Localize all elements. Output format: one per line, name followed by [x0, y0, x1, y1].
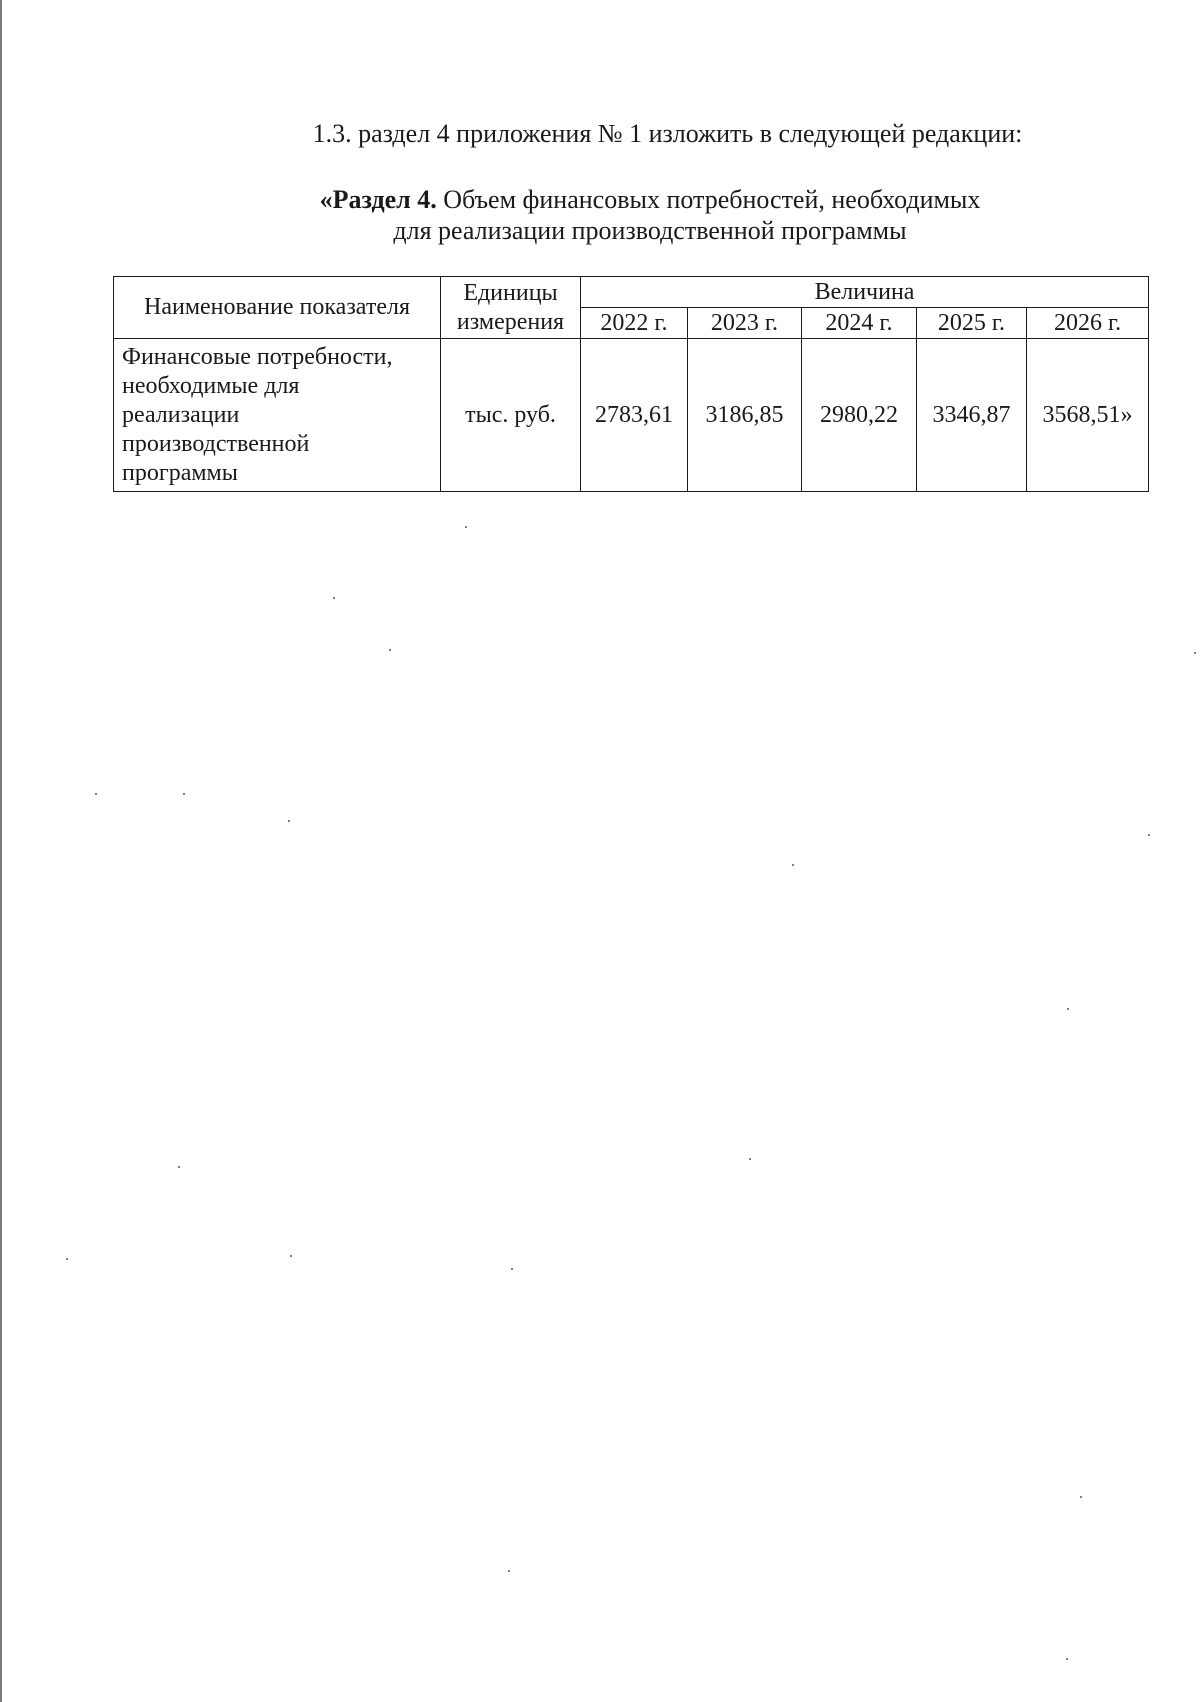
scan-speck: [288, 820, 290, 822]
financial-needs-table: [113, 276, 1149, 492]
row-unit: тыс. руб.: [441, 339, 581, 492]
table-header-row: [114, 277, 1149, 308]
row-name-line: необходимые для: [122, 372, 300, 399]
section-heading-title-line2: для реализации производственной программы: [393, 216, 907, 245]
intro-paragraph: 1.3. раздел 4 приложения № 1 изложить в следующей редакции:: [312, 119, 1023, 148]
header-unit-line2: измерения: [456, 308, 565, 335]
row-indicator-name: [114, 339, 441, 492]
scan-speck: [290, 1255, 292, 1257]
row-value-2023: 3186,85: [688, 339, 802, 492]
row-value-2026: 3568,51»: [1027, 339, 1149, 492]
scan-speck: [511, 1268, 513, 1270]
page-edge: [0, 0, 2, 1702]
table-row: [114, 339, 1149, 492]
scan-speck: [1194, 652, 1196, 654]
row-value-2022: 2783,61: [581, 339, 688, 492]
header-year-2025: 2025 г.: [917, 308, 1027, 339]
row-value-2024: 2980,22: [802, 339, 917, 492]
scan-speck: [792, 864, 794, 866]
header-year-2024: 2024 г.: [802, 308, 917, 339]
header-unit: [441, 277, 581, 339]
header-value: Величина: [581, 277, 1149, 308]
scan-speck: [1067, 1008, 1069, 1010]
scan-speck: [465, 526, 467, 528]
scan-speck: [333, 597, 335, 599]
scan-speck: [508, 1570, 510, 1572]
scan-speck: [66, 1258, 68, 1260]
header-year-2026: 2026 г.: [1027, 308, 1149, 339]
row-name-line: программы: [122, 459, 238, 486]
scan-speck: [1148, 834, 1150, 836]
row-value-2025: 3346,87: [917, 339, 1027, 492]
row-name-line: Финансовые потребности,: [122, 343, 393, 370]
section-heading-number: «Раздел 4.: [319, 185, 437, 214]
scan-speck: [749, 1158, 751, 1160]
scan-speck: [389, 649, 391, 651]
section-heading-title-line1: Объем финансовых потребностей, необходимых: [436, 185, 981, 214]
scan-speck: [183, 793, 185, 795]
row-name-line: производственной: [122, 430, 310, 457]
header-indicator-name: Наименование показателя: [114, 277, 441, 339]
scan-speck: [178, 1166, 180, 1168]
header-year-2023: 2023 г.: [688, 308, 802, 339]
section-heading: [0, 184, 1200, 246]
header-unit-line1: Единицы: [463, 279, 558, 306]
scan-speck: [1080, 1496, 1082, 1498]
row-name-line: реализации: [122, 401, 240, 428]
scan-speck: [1066, 1658, 1068, 1660]
header-year-2022: 2022 г.: [581, 308, 688, 339]
scan-speck: [95, 793, 97, 795]
